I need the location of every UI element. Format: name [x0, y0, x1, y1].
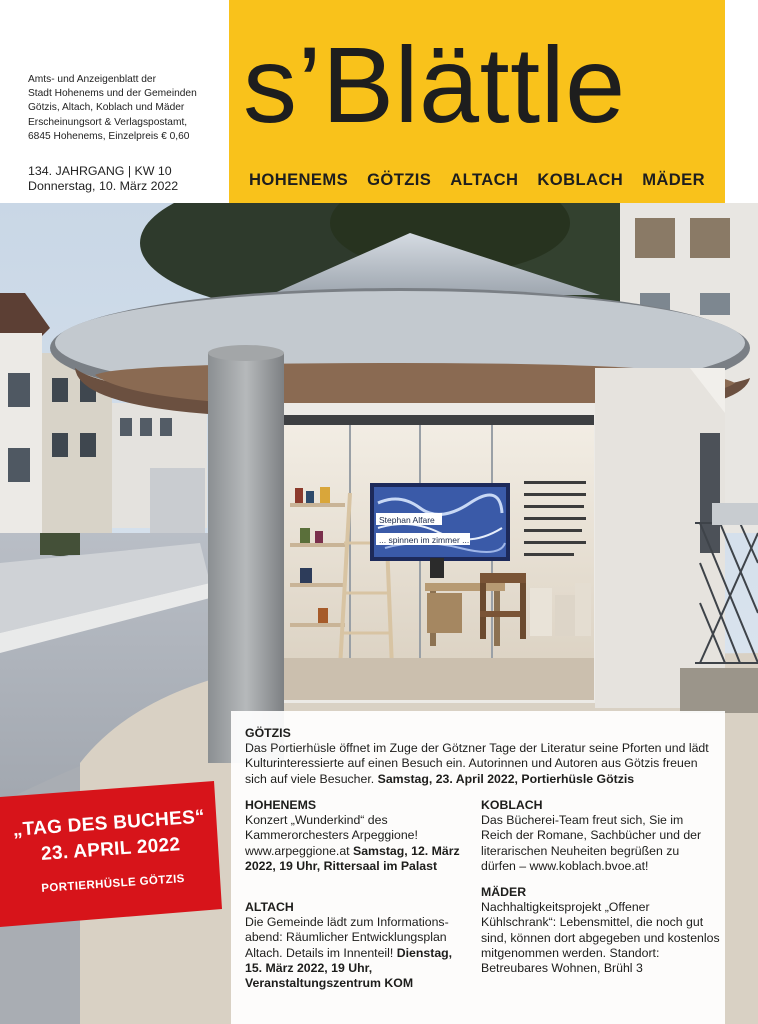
event-text: Nachhaltigkeitsprojekt „Offener Kühlschrank“: Lebensmittel, die noch gut sind, können dort abgegeben und kostenlos mitgenommen werden. Standort: Betreubares Wohnen, Brühl 3 — [481, 900, 720, 976]
sign-text: ... spinnen im zimmer ... — [379, 535, 470, 545]
event-text: Das Bücherei-Team freut sich, Sie im Reich der Romane, Sachbücher und der literarischen Neuheiten begrüßen zu dürfen – www.koblach.bvoe.at! — [481, 813, 702, 873]
masthead-info-line: Stadt Hohenems und der Gemeinden — [28, 88, 197, 100]
masthead-info-line: 6845 Hohenems, Einzelpreis € 0,60 — [28, 130, 190, 142]
event-text: Die Gemeinde lädt zum Informations-abend: Räumlicher Entwicklungsplan Altach. Details im Innenteil! — [245, 915, 449, 960]
masthead-info-line: Götzis, Altach, Koblach und Mäder — [28, 102, 185, 114]
town-name: ALTACH — [450, 170, 519, 189]
issue-line: 134. JAHRGANG | KW 10 — [28, 164, 172, 178]
issue-date: Donnerstag, 10. März 2022 — [28, 179, 179, 193]
town-name: HOHENEMS — [249, 170, 349, 189]
logo-title: s’Blättle — [243, 24, 626, 145]
event-hohenems — [245, 798, 465, 874]
event-heading: HOHENEMS — [245, 798, 317, 812]
event-heading: ALTACH — [245, 900, 294, 914]
issue-info — [28, 164, 178, 194]
badge-title: „TAG DES BUCHES“ — [12, 806, 206, 841]
event-when: Dienstag, 15. März 2022, 19 Uhr, Veranstaltungszentrum KOM — [245, 945, 453, 991]
event-koblach — [481, 798, 716, 874]
event-text: Das Portierhüsle öffnet im Zuge der Götzner Tage der Literatur seine Pforten und lädt Kulturinteressierte auf einen Besuch ein. Autorinnen und Autoren aus Götzis freuen sich auf viele Besucher. — [245, 741, 709, 786]
event-when: Samstag, 12. März 2022, 19 Uhr, Rittersaal im Palast — [245, 843, 460, 873]
logo-block — [229, 0, 725, 216]
badge-date: 23. APRIL 2022 — [40, 834, 181, 865]
event-altach — [245, 900, 470, 991]
event-maeder — [481, 885, 721, 976]
event-goetzis — [245, 726, 720, 787]
masthead-info-line: Erscheinungsort & Verlagspostamt, — [28, 116, 188, 128]
event-heading: MÄDER — [481, 885, 527, 899]
masthead-info — [28, 73, 197, 144]
events-box — [231, 711, 725, 1024]
event-text: Konzert „Wunderkind“ des Kammerorchesters Arpeggione! www.arpeggione.at — [245, 813, 418, 858]
event-heading: GÖTZIS — [245, 726, 291, 740]
town-name: MÄDER — [642, 170, 706, 189]
town-name: KOBLACH — [537, 170, 624, 189]
event-when: Samstag, 23. April 2022, Portierhüsle Götzis — [377, 771, 635, 786]
badge-text — [0, 773, 227, 934]
badge-venue: PORTIERHÜSLE GÖTZIS — [40, 872, 186, 895]
sign-text: Stephan Alfare — [379, 515, 435, 525]
event-badge — [0, 781, 222, 927]
town-list — [249, 170, 705, 190]
event-heading: KOBLACH — [481, 798, 543, 812]
masthead-info-line: Amts- und Anzeigenblatt der — [28, 74, 156, 85]
town-name: GÖTZIS — [367, 170, 432, 189]
